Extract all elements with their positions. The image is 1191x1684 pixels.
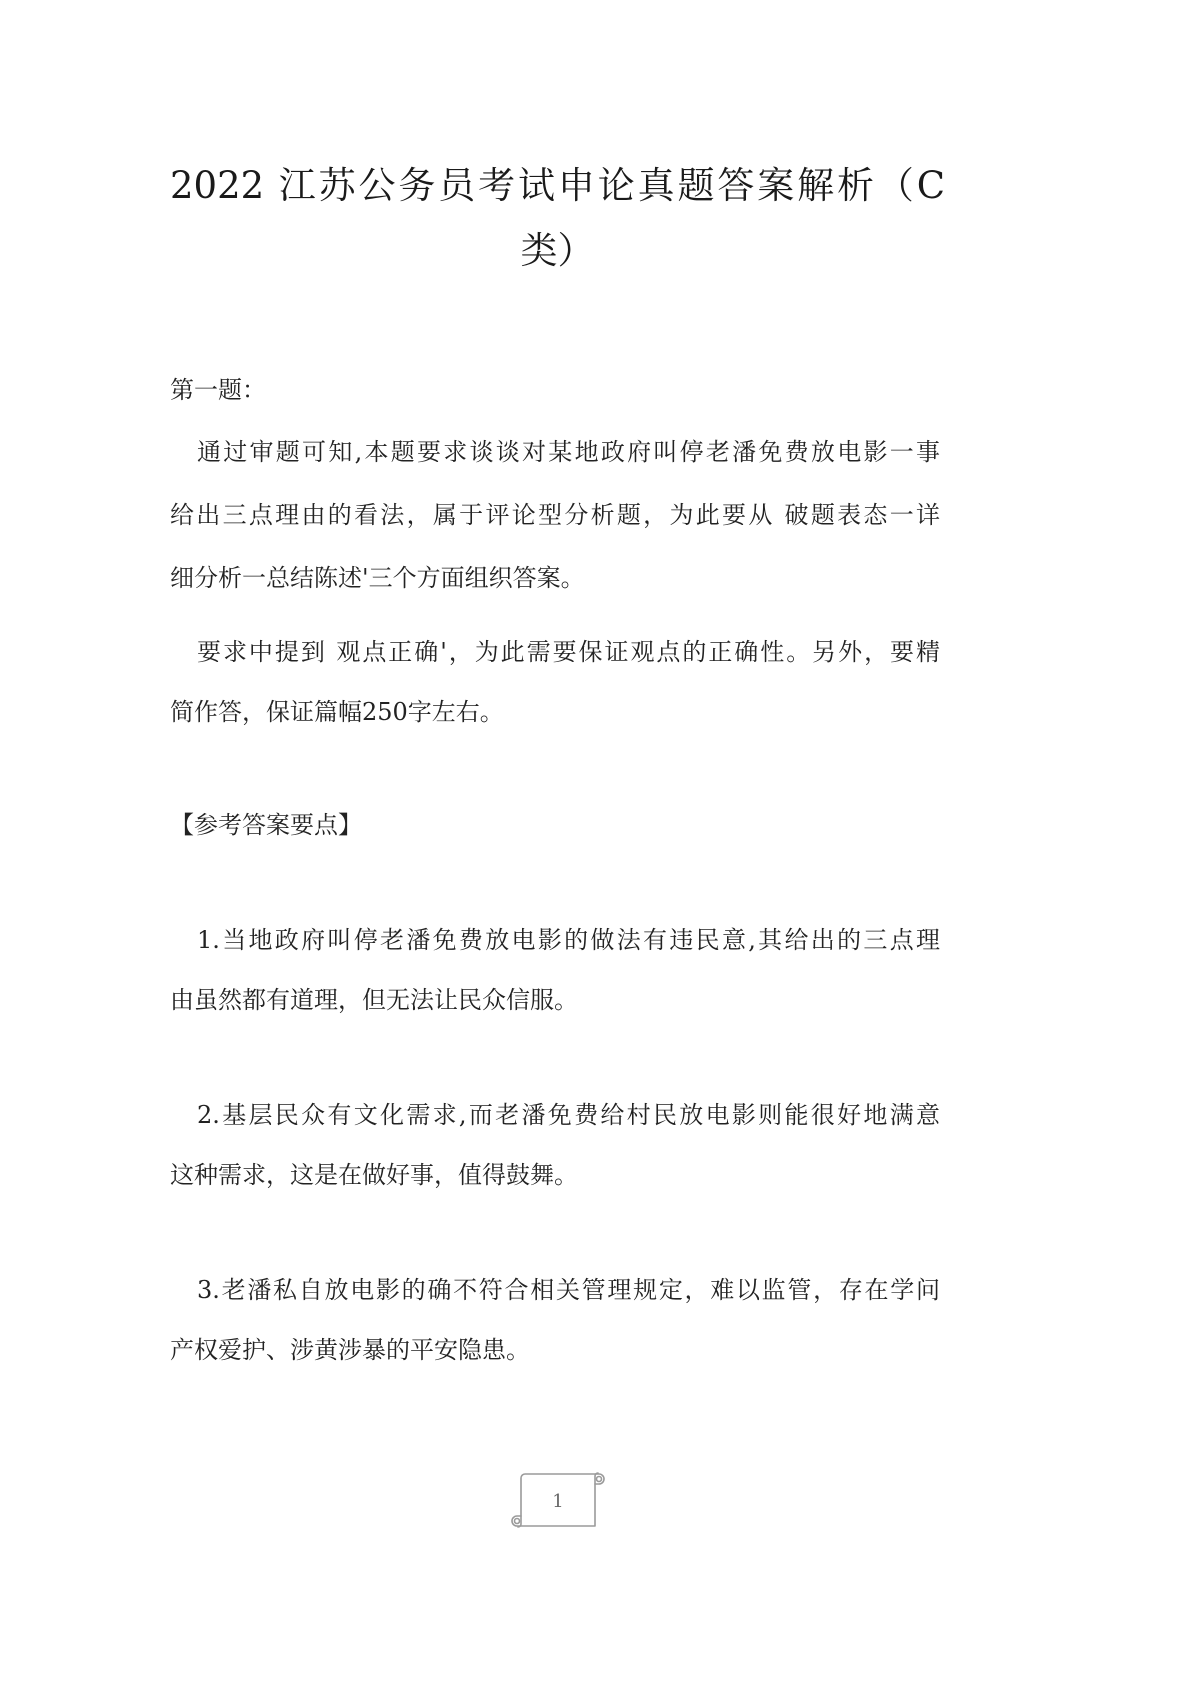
document-title-line-2: 类） <box>520 229 595 272</box>
document-title-line-1: 2022 江苏公务员考试申论真题答案解析（C <box>170 164 945 207</box>
answer-heading: 【参考答案要点】 <box>170 811 362 839</box>
intro-paragraph-line: 通过审题可知,本题要求谈谈对某地政府叫停老潘免费放电影一事 <box>197 438 940 466</box>
answer-point-line: 产权爱护、涉黄涉暴的平安隐患。 <box>170 1336 530 1364</box>
intro-paragraph-line: 给出三点理由的看法，属于评论型分析题，为此要从 破题表态一详 <box>170 501 940 529</box>
answer-point-line: 由虽然都有道理，但无法让民众信服。 <box>170 986 578 1014</box>
requirement-paragraph-line: 简作答，保证篇幅250字左右。 <box>170 698 504 726</box>
answer-point-line: 3.老潘私自放电影的确不符合相关管理规定，难以监管，存在学问 <box>197 1276 940 1304</box>
intro-paragraph-line: 细分析一总结陈述'三个方面组织答案。 <box>170 564 585 592</box>
answer-point-line: 1.当地政府叫停老潘免费放电影的做法有违民意,其给出的三点理 <box>197 926 940 954</box>
question-heading: 第一题： <box>170 376 266 404</box>
requirement-paragraph-line: 要求中提到 观点正确'，为此需要保证观点的正确性。另外，要精 <box>197 638 940 666</box>
page-number: 1 <box>552 1491 564 1512</box>
answer-point-line: 2.基层民众有文化需求,而老潘免费给村民放电影则能很好地满意 <box>197 1101 940 1129</box>
answer-point-line: 这种需求，这是在做好事，值得鼓舞。 <box>170 1161 578 1189</box>
